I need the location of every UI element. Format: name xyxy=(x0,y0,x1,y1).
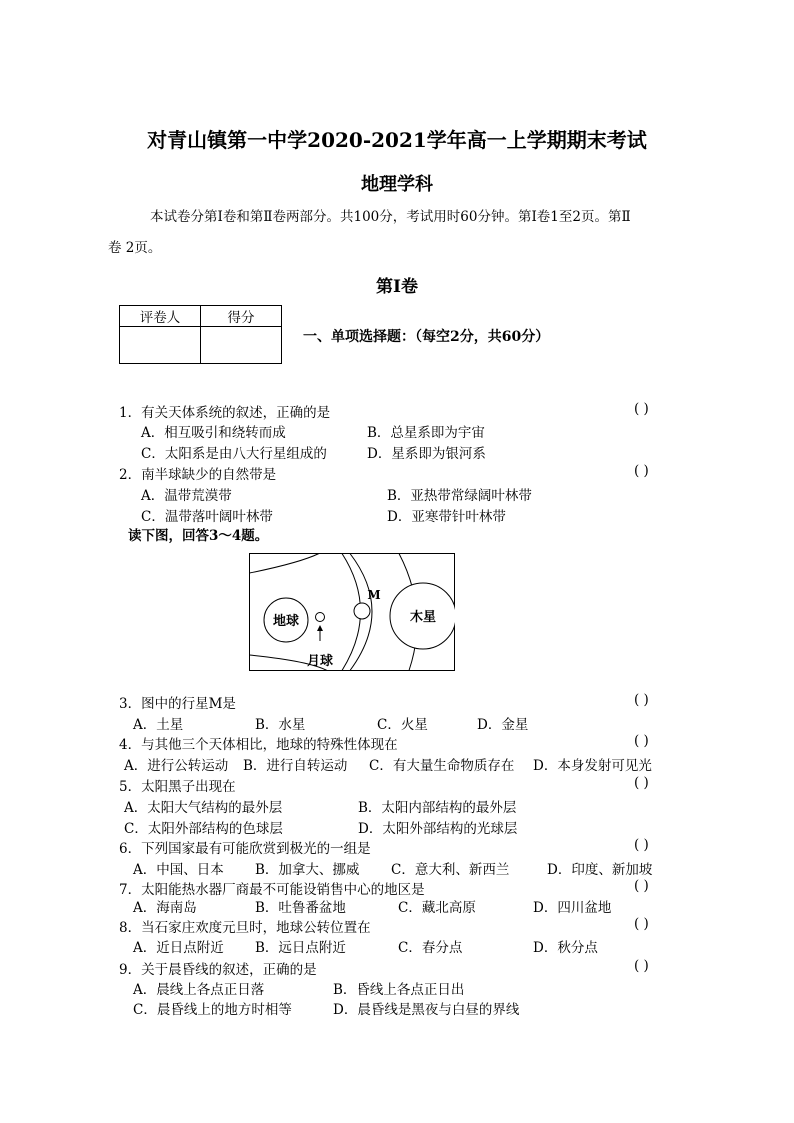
question-7-option-d: D．四川盆地 xyxy=(533,900,612,916)
question-8-stem: 8．当石家庄欢度元旦时，地球公转位置在 xyxy=(119,920,371,936)
question-1-option-a: A．相互吸引和绕转而成 xyxy=(141,425,286,441)
question-8-option-d: D．秋分点 xyxy=(533,940,598,956)
question-3-option-a: A．土星 xyxy=(133,717,184,733)
question-7-option-c: C．藏北高原 xyxy=(398,900,476,916)
question-1-option-b: B．总星系即为宇宙 xyxy=(367,425,485,441)
question-4-option-a: A．进行公转运动 xyxy=(124,758,229,774)
question-9-option-b: B．昏线上各点正日出 xyxy=(333,982,465,998)
question-9-option-a: A．晨线上各点正日落 xyxy=(133,982,265,998)
intro-line-2: 卷 2页。 xyxy=(108,240,162,256)
question-4-option-d: D．本身发射可见光 xyxy=(533,758,652,774)
question-5-option-a: A．太阳大气结构的最外层 xyxy=(124,800,283,816)
question-4-stem: 4．与其他三个天体相比，地球的特殊性体现在 xyxy=(119,737,398,753)
question-3-option-d: D．金星 xyxy=(477,717,529,733)
question-8-option-b: B．远日点附近 xyxy=(255,940,346,956)
question-3-option-b: B．水星 xyxy=(255,717,306,733)
planet-m-label: M xyxy=(367,588,381,602)
moon-arrow-head xyxy=(317,625,323,631)
score-table xyxy=(119,305,282,364)
question-7-stem: 7．太阳能热水器厂商最不可能设销售中心的地区是 xyxy=(119,882,425,898)
question-2-stem: 2．南半球缺少的自然带是 xyxy=(119,467,277,483)
question-9-option-c: C．晨昏线上的地方时相等 xyxy=(133,1002,292,1018)
question-2-option-d: D．亚寒带针叶林带 xyxy=(387,509,506,525)
question-6-stem: 6．下列国家最有可能欣赏到极光的一组是 xyxy=(119,841,371,857)
question-5-option-d: D．太阳外部结构的光球层 xyxy=(358,821,518,837)
question-3-option-c: C．火星 xyxy=(377,717,428,733)
question-9-option-d: D．晨昏线是黑夜与白昼的界线 xyxy=(333,1002,520,1018)
question-9-stem: 9．关于晨昏线的叙述，正确的是 xyxy=(119,962,317,978)
question-6-option-c: C．意大利、新西兰 xyxy=(391,862,510,878)
question-6-option-a: A．中国、日本 xyxy=(133,862,224,878)
earth-label: 地球 xyxy=(272,614,300,629)
question-8-option-a: A．近日点附近 xyxy=(133,940,224,956)
section-heading: 一、单项选择题：（每空2分，共60分） xyxy=(303,329,550,345)
question-3-stem: 3．图中的行星M是 xyxy=(119,696,236,712)
question-2-option-c: C．温带落叶阔叶林带 xyxy=(141,509,273,525)
volume-title: 第Ⅰ卷 xyxy=(376,277,418,297)
question-1-answer-blank: ( ) xyxy=(634,401,649,417)
question-8-option-c: C．春分点 xyxy=(398,940,463,956)
question-1-option-c: C．太阳系是由八大行星组成的 xyxy=(141,446,327,462)
question-7-option-a: A．海南岛 xyxy=(133,900,197,916)
question-7-answer-blank: ( ) xyxy=(634,878,649,894)
question-9-answer-blank: ( ) xyxy=(634,958,649,974)
question-7-option-b: B．吐鲁番盆地 xyxy=(255,900,346,916)
question-5-option-b: B．太阳内部结构的最外层 xyxy=(358,800,517,816)
question-2-option-b: B．亚热带常绿阔叶林带 xyxy=(387,488,532,504)
question-1-stem: 1．有关天体系统的叙述，正确的是 xyxy=(119,405,331,421)
question-6-option-b: B．加拿大、挪威 xyxy=(255,862,360,878)
moon-label: 月球 xyxy=(306,654,334,669)
subject-title: 地理学科 xyxy=(361,174,433,195)
question-3-answer-blank: ( ) xyxy=(634,692,649,708)
question-6-option-d: D．印度、新加坡 xyxy=(547,862,653,878)
question-2-answer-blank: ( ) xyxy=(634,463,649,479)
planet-m-circle xyxy=(354,603,370,619)
moon-circle xyxy=(316,613,325,622)
question-5-option-c: C．太阳外部结构的色球层 xyxy=(124,821,283,837)
intro-line-1: 本试卷分第Ⅰ卷和第Ⅱ卷两部分。共100分，考试用时60分钟。第Ⅰ卷1至2页。第Ⅱ xyxy=(150,209,631,225)
score-cell xyxy=(201,327,282,364)
question-8-answer-blank: ( ) xyxy=(634,916,649,932)
score-header: 得分 xyxy=(201,306,282,327)
question-5-stem: 5．太阳黑子出现在 xyxy=(119,779,236,795)
grader-cell xyxy=(120,327,201,364)
question-1-option-d: D．星系即为银河系 xyxy=(367,446,486,462)
jupiter-label: 木星 xyxy=(409,610,437,625)
exam-title: 对青山镇第一中学2020-2021学年高一上学期期末考试 xyxy=(147,128,647,152)
read-figure-prompt: 读下图，回答3～4题。 xyxy=(128,528,269,544)
grader-header: 评卷人 xyxy=(120,306,201,327)
question-5-answer-blank: ( ) xyxy=(634,775,649,791)
question-4-option-c: C．有大量生命物质存在 xyxy=(369,758,515,774)
question-6-answer-blank: ( ) xyxy=(634,837,649,853)
question-4-option-b: B．进行自转运动 xyxy=(243,758,348,774)
inner-orbit-arc-top xyxy=(250,554,320,574)
question-2-option-a: A．温带荒漠带 xyxy=(141,488,232,504)
solar-system-figure xyxy=(249,553,455,672)
question-4-answer-blank: ( ) xyxy=(634,733,649,749)
